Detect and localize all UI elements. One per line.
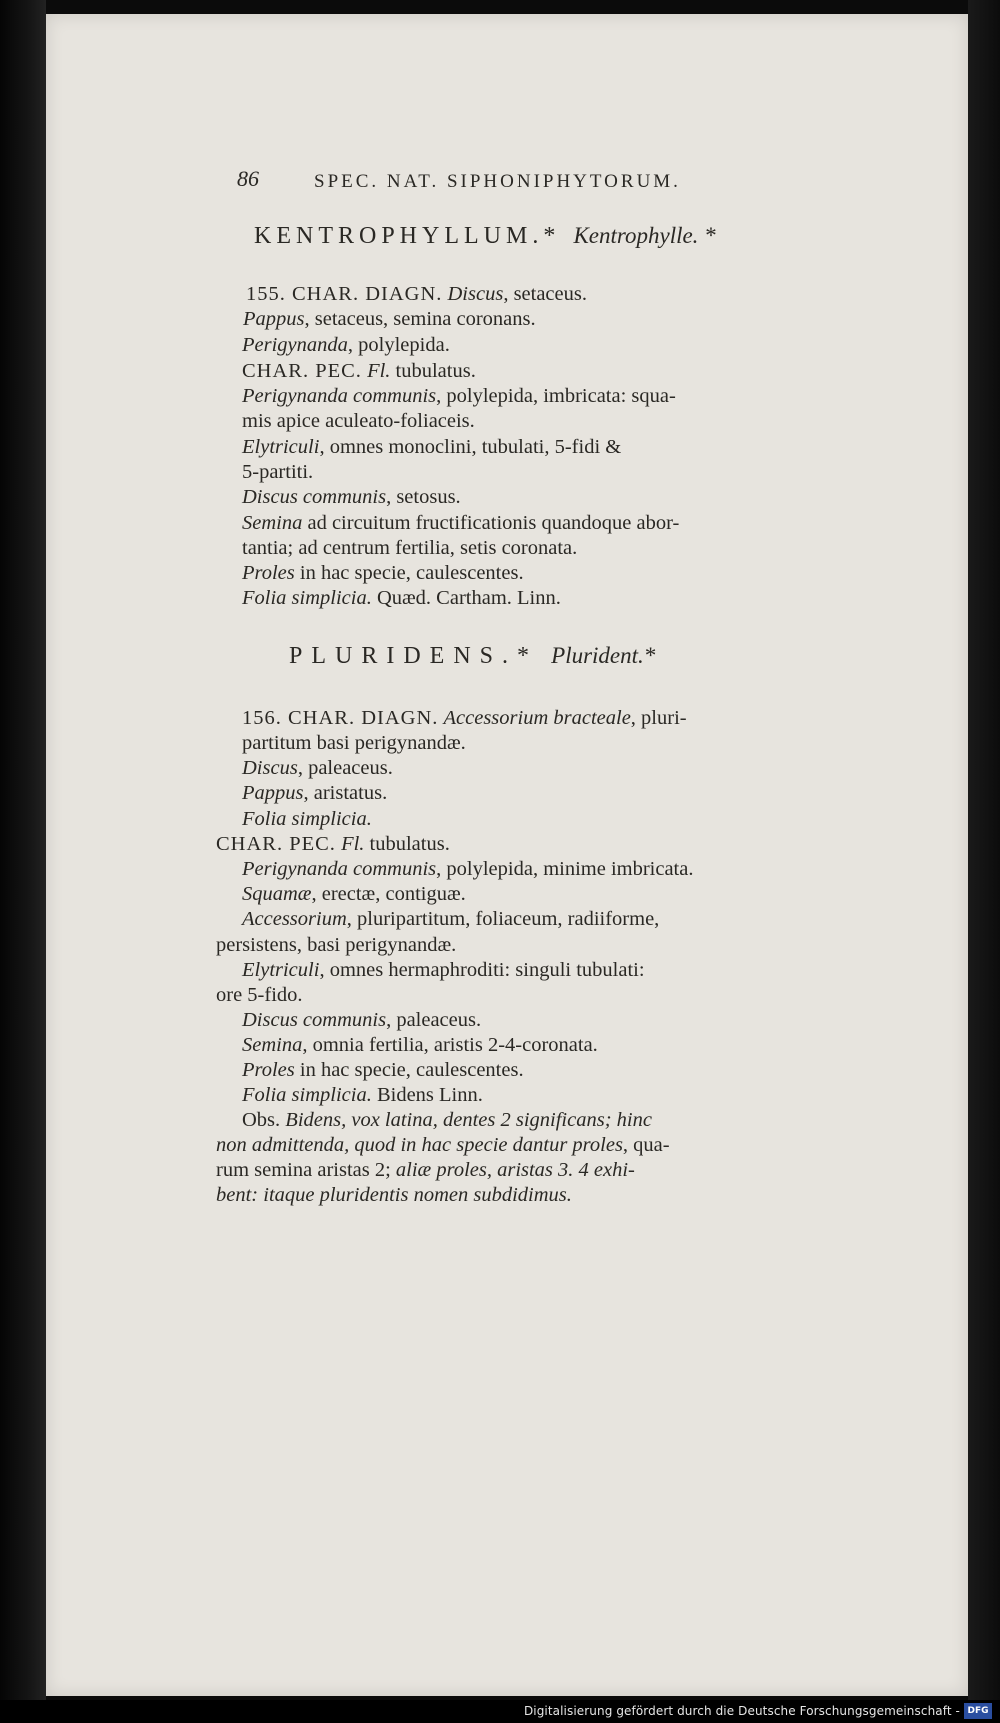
text-line: Semina ad circuitum fructificationis quandoque abor- xyxy=(242,512,680,534)
book-page xyxy=(46,14,968,1696)
genus-name: PLURIDENS.* xyxy=(289,643,539,669)
page-edge xyxy=(968,0,1000,1723)
text-line: Proles in hac specie, caulescentes. xyxy=(242,562,524,584)
text-line: Perigynanda communis, polylepida, imbricata: squa- xyxy=(242,385,676,407)
text-line: Obs. Bidens, vox latina, dentes 2 significans; hinc xyxy=(242,1109,652,1131)
text-line: 155. CHAR. DIAGN. Discus, setaceus. xyxy=(246,283,587,305)
text-line: Pappus, aristatus. xyxy=(242,782,388,804)
digitization-footer xyxy=(0,1700,1000,1723)
genus-vernacular: Kentrophylle. * xyxy=(573,223,716,248)
text-line: Discus communis, paleaceus. xyxy=(242,1009,482,1031)
page-number: 86 xyxy=(237,166,259,191)
dfg-logo: DFG xyxy=(964,1703,992,1719)
text-line: Discus communis, setosus. xyxy=(242,486,461,508)
book-spine xyxy=(0,0,46,1723)
text-line: Elytriculi, omnes monoclini, tubulati, 5-fidi & xyxy=(242,436,622,458)
text-line: Folia simplicia. Bidens Linn. xyxy=(242,1084,483,1106)
text-line: partitum basi perigynandæ. xyxy=(242,732,466,754)
text-line: Proles in hac specie, caulescentes. xyxy=(242,1059,524,1081)
text-line: non admittenda, quod in hac specie dantur proles, qua- xyxy=(216,1134,670,1156)
text-line: Squamæ, erectæ, contiguæ. xyxy=(242,883,466,905)
text-line: persistens, basi perigynandæ. xyxy=(216,934,457,956)
text-line: Semina, omnia fertilia, aristis 2-4-coronata. xyxy=(242,1034,598,1056)
genus-vernacular: Plurident.* xyxy=(551,643,656,668)
text-line: Perigynanda communis, polylepida, minime imbricata. xyxy=(242,858,694,880)
text-line: Pappus, setaceus, semina coronans. xyxy=(243,308,536,330)
text-line: bent: itaque pluridentis nomen subdidimus. xyxy=(216,1184,572,1206)
text-line: Folia simplicia. Quæd. Cartham. Linn. xyxy=(242,587,561,609)
text-line: Elytriculi, omnes hermaphroditi: singuli tubulati: xyxy=(242,959,645,981)
text-line: Folia simplicia. xyxy=(242,808,372,830)
text-line: Perigynanda, polylepida. xyxy=(242,334,450,356)
running-title: SPEC. NAT. SIPHONIPHYTORUM. xyxy=(314,171,681,192)
text-line: Discus, paleaceus. xyxy=(242,757,393,779)
text-line: ore 5-fido. xyxy=(216,984,303,1006)
text-line: tantia; ad centrum fertilia, setis coronata. xyxy=(242,537,578,559)
genus-name: KENTROPHYLLUM.* xyxy=(254,223,561,249)
text-line: Accessorium, pluripartitum, foliaceum, radiiforme, xyxy=(242,908,660,930)
genus-heading-kentrophyllum xyxy=(254,224,716,249)
text-line: rum semina aristas 2; aliæ proles, aristas 3. 4 exhi- xyxy=(216,1159,635,1181)
text-line: mis apice aculeato-foliaceis. xyxy=(242,410,475,432)
footer-text: Digitalisierung gefördert durch die Deutsche Forschungsgemeinschaft - xyxy=(523,1704,960,1718)
genus-heading-pluridens xyxy=(289,644,655,669)
text-line: 156. CHAR. DIAGN. Accessorium bracteale, pluri- xyxy=(242,707,687,729)
text-line: 5-partiti. xyxy=(242,461,314,483)
text-line: CHAR. PEC. Fl. tubulatus. xyxy=(216,833,450,855)
text-line: CHAR. PEC. Fl. tubulatus. xyxy=(242,360,476,382)
